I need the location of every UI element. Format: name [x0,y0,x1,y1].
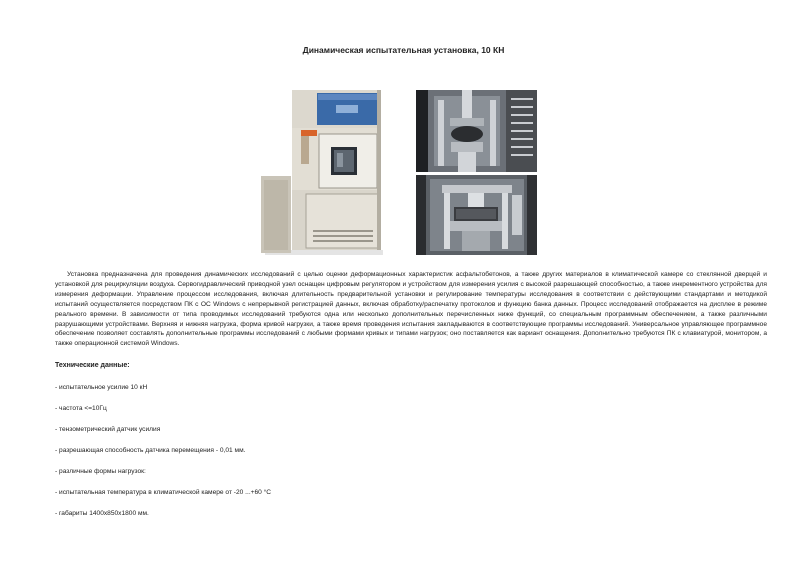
spec-item: - тензометрический датчик усилия [55,426,161,433]
spec-item: - габариты 1400x850x1800 мм. [55,510,149,517]
loading-frame-photo [416,175,537,255]
specs-heading: Технические данные: [55,362,130,369]
machine-photo [261,90,383,255]
description-paragraph: Установка предназначена для проведения динамических исследований с целью оценки деформационных характеристик асфальтобетонов, а также других материалов в климатической камере со стеклянной дверцей и установкой для рециркуляции воздуха. Сервогидравлический приводной узел оснащен цифровым регулятором и устройством для измерения усилия с высокой разрешающей способностью, а также инкрементного устройства для измерения деформации. Управление процессом исследования, включая длительность предварительной установки и регулирование температуры исследования в соответствии с действующими стандартами и методикой испытаний осуществляется посредством ПК с ОС Windows с непрерывной регистрацией данных, включая обработку/распечатку протоколов и функцию банка данных. Процесс исследований отображается на дисплее в режиме реального времени. В зависимости от типа проводимых исследований требуются одна или несколько дополнительных перечисленных ниже функций, со специальным программным обеспечением, а также различными разрушающими устройствами. Верхняя и нижняя нагрузка, форма кривой нагрузки, а также время проведения испытания закладываются в соответствующие программы исследований. Универсальное управляющее программное обеспечение позволяет составлять дополнительные программы исследований с любыми формами кривых и типами нагрузок; оно поставляется как вариант оснащения. Дополнительно требуются ПК с клавиатурой, монитором, а также операционной системой Windows. [55,271,767,348]
spec-item: - частота <=10Гц [55,405,107,412]
spec-item: - испытательное усилие 10 кН [55,384,148,391]
spec-item: - разрешающая способность датчика перемещения - 0,01 мм. [55,447,246,454]
specs-list [55,383,271,530]
spec-item: - испытательная температура в климатической камере от -20 ...+60 °С [55,489,272,496]
spec-item: - различные формы нагрузок: [55,468,146,475]
chamber-interior-photo [416,90,537,172]
page-title: Динамическая испытательная установка, 10 КН [302,45,505,55]
